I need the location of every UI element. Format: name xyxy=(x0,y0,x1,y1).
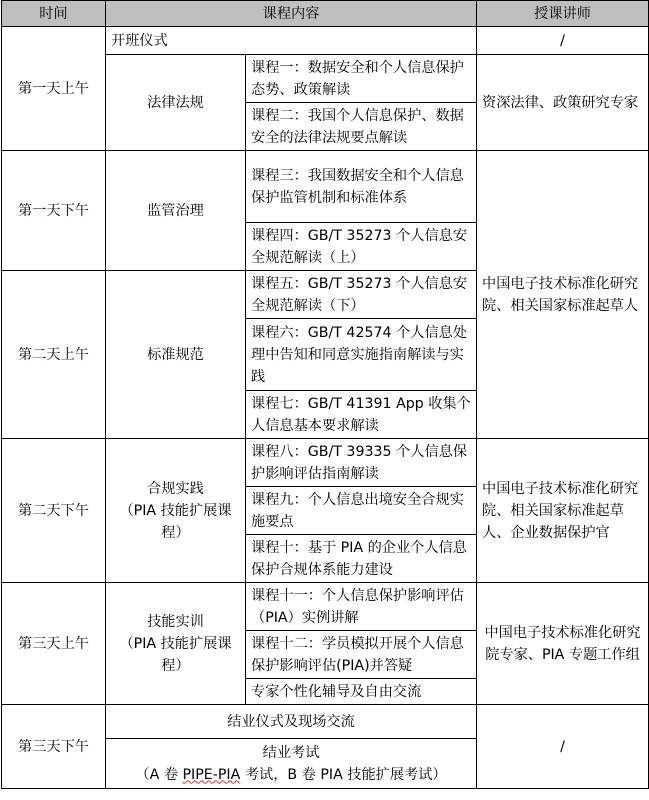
course-cell: 课程五：GB/T 35273 个人信息安全规范解读（下） xyxy=(246,271,477,319)
topic-cell: 监管治理 xyxy=(106,151,246,271)
time-cell: 第一天下午 xyxy=(2,151,106,271)
course-cell: 课程十：基于 PIA 的企业个人信息保护合规体系能力建设 xyxy=(246,535,477,583)
time-cell: 第三天上午 xyxy=(2,583,106,705)
lecturer-cell: 中国电子技术标准化研究院专家、PIA 专题工作组 xyxy=(477,583,649,705)
topic-cell: 法律法规 xyxy=(106,55,246,151)
table-row xyxy=(2,27,649,55)
closing-ceremony: 结业仪式及现场交流 xyxy=(106,705,477,739)
table-row xyxy=(2,439,649,487)
header-row xyxy=(2,1,649,27)
lecturer-cell: / xyxy=(477,27,649,55)
course-cell: 课程六：GB/T 42574 个人信息处理中告知和同意实施指南解读与实践 xyxy=(246,319,477,391)
header-lecturer: 授课讲师 xyxy=(477,1,649,27)
course-cell: 课程一：数据安全和个人信息保护态势、政策解读 xyxy=(246,55,477,103)
table-row xyxy=(2,151,649,223)
course-cell: 专家个性化辅导及自由交流 xyxy=(246,679,477,705)
table-row xyxy=(2,705,649,739)
topic-title: 技能实训 xyxy=(147,613,204,630)
lecturer-cell: 资深法律、政策研究专家 xyxy=(477,55,649,151)
course-schedule-table xyxy=(1,0,649,789)
exam-note xyxy=(135,767,446,783)
course-cell: 课程四：GB/T 35273 个人信息安全规范解读（上） xyxy=(246,223,477,271)
topic-cell xyxy=(106,439,246,583)
exam-title: 结业考试 xyxy=(262,744,320,761)
final-exam-cell xyxy=(106,739,477,789)
course-cell: 课程二：我国个人信息保护、数据安全的法律法规要点解读 xyxy=(246,103,477,151)
time-cell: 第二天下午 xyxy=(2,439,106,583)
course-cell: 课程八：GB/T 39335 个人信息保护影响评估指南解读 xyxy=(246,439,477,487)
lecturer-cell: 中国电子技术标准化研究院、相关国家标准起草人 xyxy=(477,151,649,439)
header-content: 课程内容 xyxy=(106,1,477,27)
course-cell: 课程十一：个人信息保护影响评估（PIA）实例讲解 xyxy=(246,583,477,631)
opening-ceremony: 开班仪式 xyxy=(106,27,477,55)
topic-title: 合规实践 xyxy=(147,480,204,497)
course-cell: 课程三：我国数据安全和个人信息保护监管机制和标准体系 xyxy=(246,151,477,223)
topic-cell: 标准规范 xyxy=(106,271,246,439)
header-time: 时间 xyxy=(2,1,106,27)
course-cell: 课程九：个人信息出境安全合规实施要点 xyxy=(246,487,477,535)
topic-cell xyxy=(106,583,246,705)
topic-subtitle: （PIA 技能扩展课程） xyxy=(119,502,232,541)
topic-subtitle: （PIA 技能扩展课程） xyxy=(119,635,232,674)
time-cell: 第一天上午 xyxy=(2,27,106,151)
lecturer-cell: / xyxy=(477,705,649,789)
time-cell: 第二天上午 xyxy=(2,271,106,439)
exam-note-suffix: 考试，B 卷 PIA 技能扩展考试） xyxy=(240,766,447,783)
time-cell: 第三天下午 xyxy=(2,705,106,789)
course-cell: 课程十二：学员模拟开展个人信息保护影响评估(PIA)并答疑 xyxy=(246,631,477,679)
lecturer-cell: 中国电子技术标准化研究院、相关国家标准起草人、企业数据保护官 xyxy=(477,439,649,583)
course-cell: 课程七：GB/T 41391 App 收集个人信息基本要求解读 xyxy=(246,391,477,439)
table-row xyxy=(2,583,649,631)
exam-note-marked: PIPE-PIA xyxy=(182,766,241,783)
exam-note-prefix: （A 卷 xyxy=(135,766,183,783)
